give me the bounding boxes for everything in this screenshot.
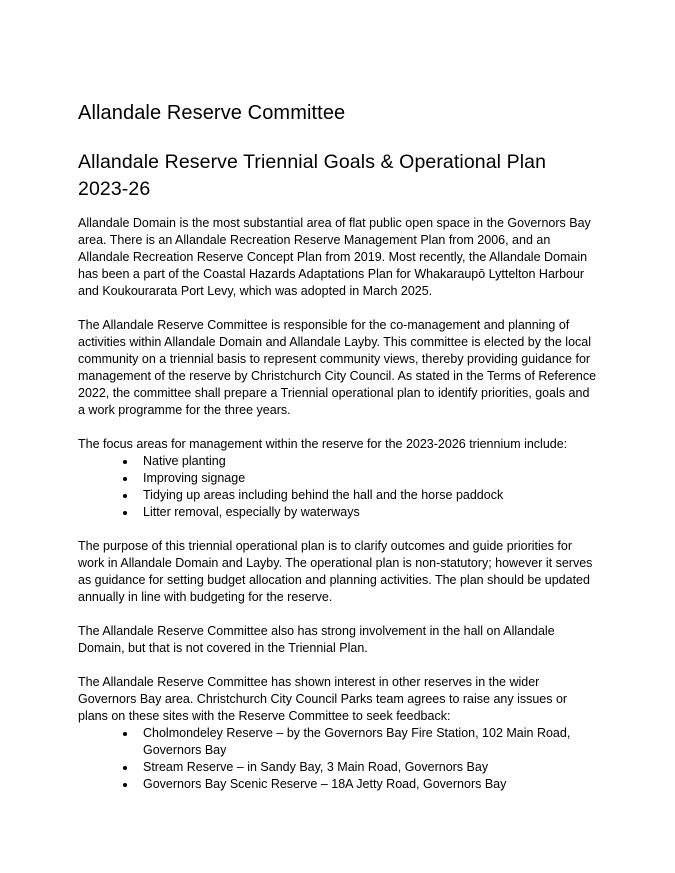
reserve-item: • Cholmondeley Reserve – by the Governors Bay Fire Station, 102 Main Road, Governors Bay	[137, 725, 598, 759]
other-reserves-list	[78, 725, 598, 793]
document-subtitle: Allandale Reserve Triennial Goals & Operational Plan 2023-26	[78, 151, 547, 200]
focus-areas-list	[78, 453, 598, 521]
paragraph-other-reserves-intro: The Allandale Reserve Committee has shown interest in other reserves in the wider Governors Bay area. Christchurch City Council Parks team agrees to raise any issues or plans on these sites with the Reserve Committee to seek feedback:	[78, 675, 568, 723]
paragraph-focus-intro: The focus areas for management within the reserve for the 2023-2026 triennium include:	[78, 437, 568, 451]
reserve-item: • Governors Bay Scenic Reserve – 18A Jetty Road, Governors Bay	[137, 776, 598, 793]
focus-area-item: • Tidying up areas including behind the hall and the horse paddock	[137, 487, 598, 504]
focus-area-item: • Litter removal, especially by waterways	[137, 504, 598, 521]
paragraph-committee: The Allandale Reserve Committee is responsible for the co-management and planning of activities within Allandale Domain and Allandale Layby. This committee is elected by the local community on a triennial basis to represent community views, thereby providing guidance for management of the reserve by Christchurch City Council. As stated in the Terms of Reference 2022, the committee shall prepare a Triennial operational plan to identify priorities, goals and a work programme for the three years.	[78, 318, 597, 417]
document-title: Allandale Reserve Committee	[78, 102, 346, 124]
reserve-item: • Stream Reserve – in Sandy Bay, 3 Main Road, Governors Bay	[137, 759, 598, 776]
paragraph-purpose: The purpose of this triennial operational plan is to clarify outcomes and guide priorities for work in Allandale Domain and Layby. The operational plan is non-statutory; however it serves as guidance for setting budget allocation and planning activities. The plan should be updated annually in line with budgeting for the reserve.	[78, 539, 593, 604]
paragraph-intro: Allandale Domain is the most substantial area of flat public open space in the Governors Bay area. There is an Allandale Recreation Reserve Management Plan from 2006, and an Allandale Recreation Reserve Concept Plan from 2019. Most recently, the Allandale Domain has been a part of the Coastal Hazards Adaptations Plan for Whakaraupō Lyttelton Harbour and Koukourarata Port Levy, which was adopted in March 2025.	[78, 216, 591, 298]
focus-area-item: • Native planting	[137, 453, 598, 470]
paragraph-hall: The Allandale Reserve Committee also has strong involvement in the hall on Allandale Domain, but that is not covered in the Triennial Plan.	[78, 624, 555, 655]
focus-area-item: • Improving signage	[137, 470, 598, 487]
